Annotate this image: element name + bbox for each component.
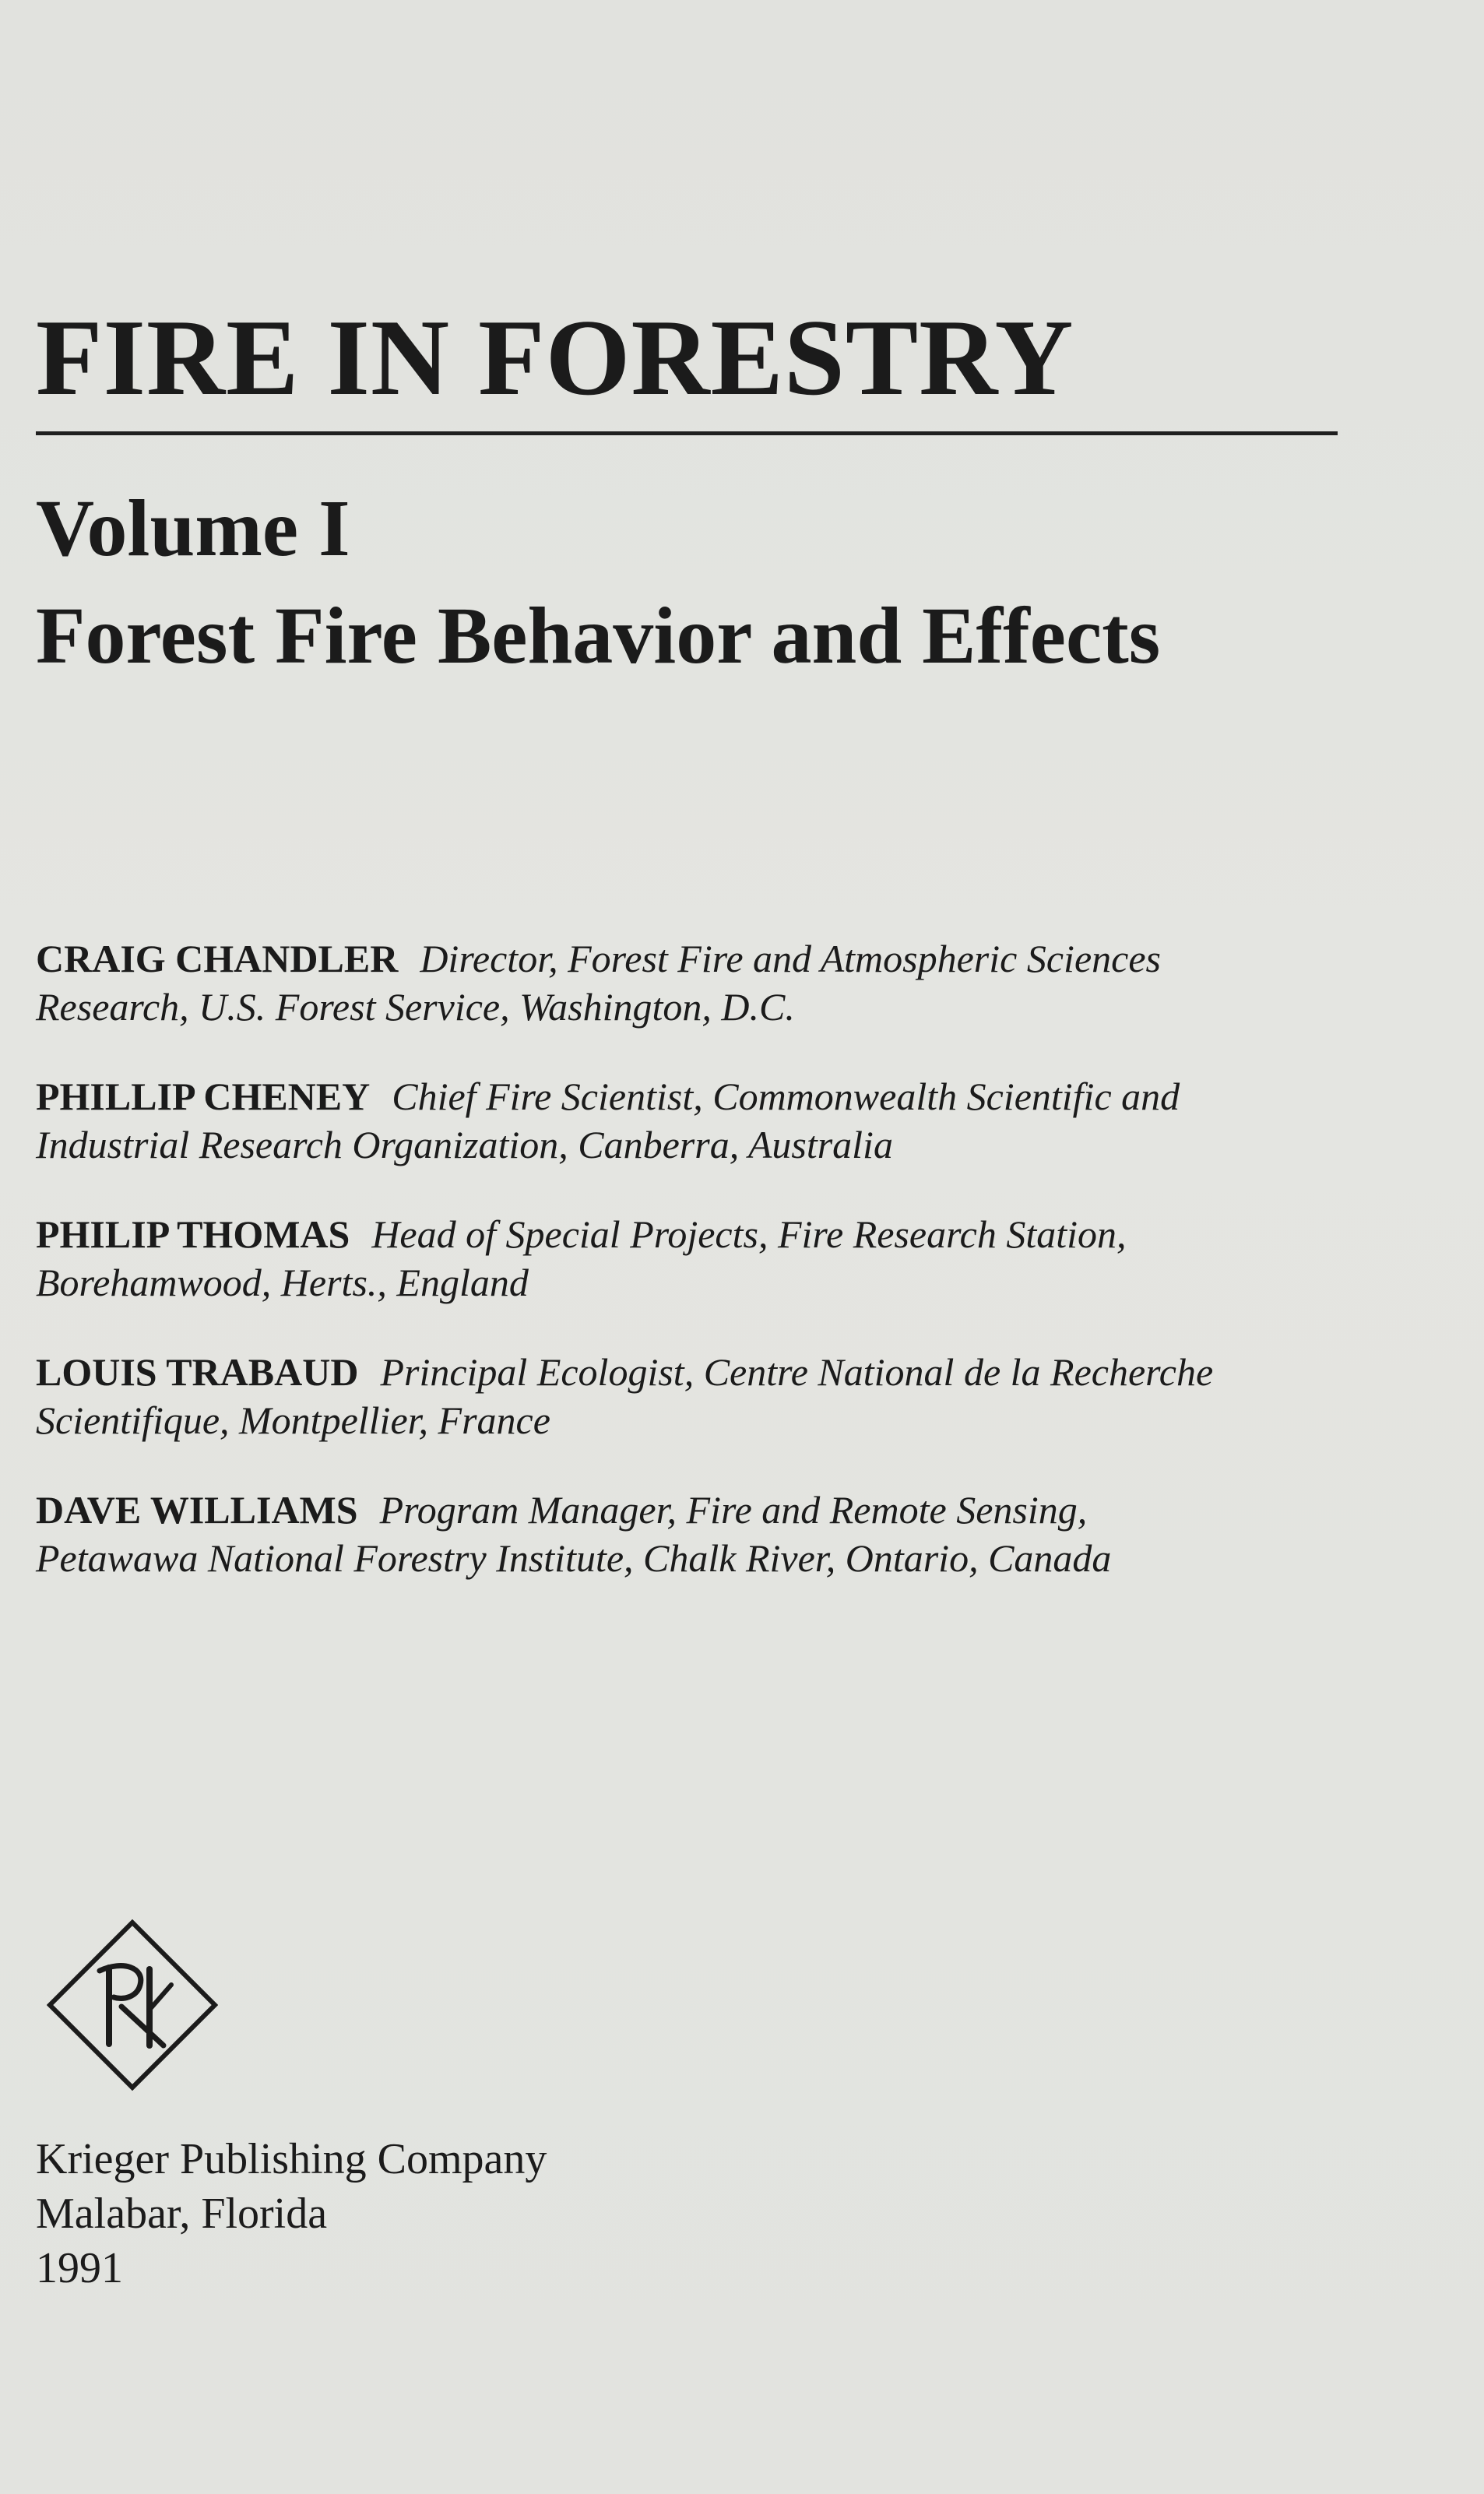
book-title: FIRE IN FORESTRY	[36, 297, 1074, 418]
contributor-affiliation: Program Manager, Fire and Remote Sensing, Petawawa National Forestry Institute, Chalk River, Ontario, Canada	[36, 1488, 1112, 1580]
contributor-affiliation: Director, Forest Fire and Atmospheric Sciences Research, U.S. Forest Service, Washington, D.C.	[36, 937, 1161, 1029]
contributor-name: PHILIP THOMAS	[36, 1212, 350, 1256]
publisher-location: Malabar, Florida	[36, 2190, 328, 2238]
contributor-name: CRAIG CHANDLER	[36, 937, 399, 980]
contributor-entry	[36, 934, 1250, 1031]
volume-heading	[36, 475, 1160, 690]
title-rule	[36, 431, 1338, 435]
contributor-name: LOUIS TRABAUD	[36, 1350, 359, 1394]
contributor-name: PHILLIP CHENEY	[36, 1075, 371, 1118]
contributor-entry	[36, 1072, 1250, 1169]
publisher-block	[36, 2132, 547, 2295]
volume-number: Volume I	[36, 484, 350, 573]
contributor-affiliation: Chief Fire Scientist, Commonwealth Scientific and Industrial Research Organization, Canberra, Australia	[36, 1075, 1180, 1166]
krieger-diamond-logo-icon	[47, 1919, 218, 2091]
contributor-affiliation: Principal Ecologist, Centre National de la Recherche Scientifique, Montpellier, France	[36, 1350, 1214, 1442]
contributor-name: DAVE WILLIAMS	[36, 1488, 358, 1532]
contributor-entry	[36, 1348, 1250, 1444]
publication-year: 1991	[36, 2244, 123, 2292]
contributor-entry	[36, 1210, 1250, 1307]
contributor-entry	[36, 1486, 1250, 1582]
publisher-name: Krieger Publishing Company	[36, 2135, 547, 2183]
contributor-list	[36, 934, 1250, 1623]
contributor-affiliation: Head of Special Projects, Fire Research Station, Borehamwood, Herts., England	[36, 1212, 1127, 1304]
volume-subtitle: Forest Fire Behavior and Effects	[36, 591, 1161, 681]
